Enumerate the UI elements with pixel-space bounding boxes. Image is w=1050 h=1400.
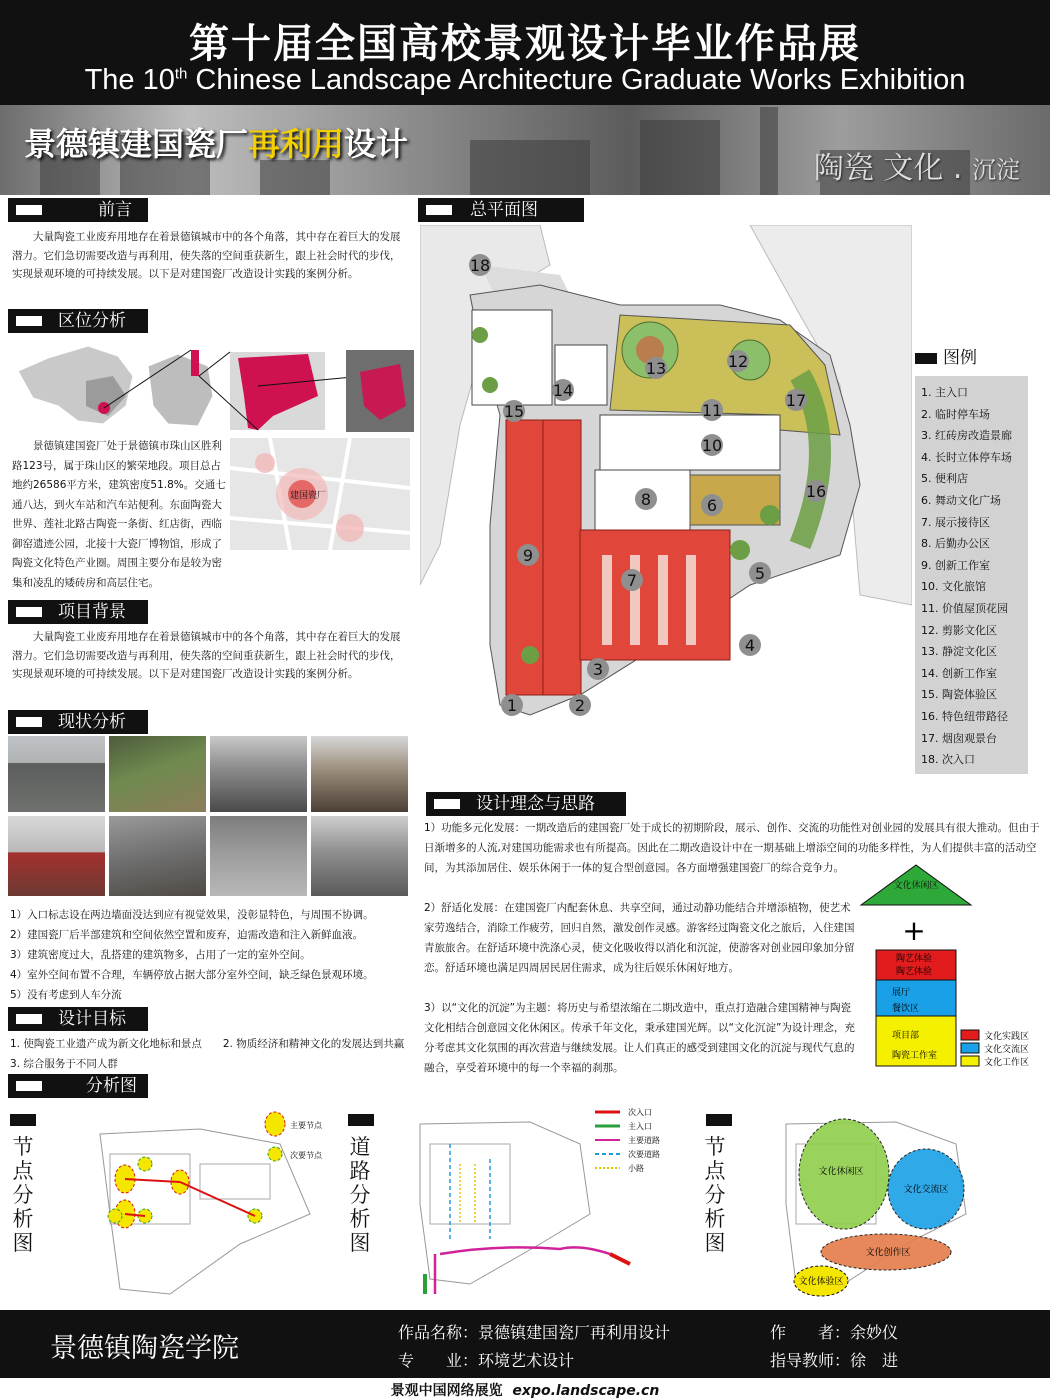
concept-legend-1: 文化实践区 [984,1032,1030,1042]
analysis-marker [706,1114,732,1126]
tagline-a: 陶瓷 文化 . [813,151,972,186]
legend-item: 12. 剪影文化区 [921,623,997,637]
legend-item: 13. 静淀文化区 [921,645,997,659]
legend-item: 16. 特色纽带路径 [921,709,1008,723]
section-title: 前言 [98,200,132,220]
legend-item: 17. 烟囱观景台 [921,731,997,745]
status-item: 3）建筑密度过大，乱搭建的建筑物多，占用了一定的室外空间。 [10,949,311,961]
plan-marker-7: 7 [626,571,638,590]
plan-marker-17: 17 [785,391,807,410]
plan-marker-10: 10 [701,436,723,455]
site-label: 建国瓷厂 [290,491,327,501]
work-name: 作品名称：景德镇建国瓷厂再利用设计 [398,1323,671,1342]
project-title-a: 景德镇建国瓷厂 [24,125,249,163]
section-header-background [8,600,148,624]
plan-marker-2: 2 [574,696,586,715]
concept-legend-2: 文化交流区 [984,1045,1030,1055]
legend-item: 3. 红砖房改造景廊 [921,429,1012,443]
road-legend-4: 次要道路 [628,1150,660,1159]
legend-title [915,343,977,368]
analysis-marker [10,1114,36,1126]
tagline-b: 沉淀 [972,156,1020,184]
status-item: 4）室外空间布置不合理，车辆停放占据大部分室外空间，缺乏绿色景观环境。 [10,969,374,981]
section-header-status [8,710,148,734]
goals-text: 1. 使陶瓷工业遗产成为新文化地标和景点 2. 物质经济和精神文化的发展达到共赢 3. 综合服务于不同人群 [10,1038,426,1070]
zone-analysis-label: 节点分析图 [704,1135,726,1255]
concept-blue-label-1: 展厅 [892,988,911,998]
legend-item: 14. 创新工作室 [921,666,997,680]
concept-yellow-label-2: 陶瓷工作室 [892,1051,938,1061]
legend-item: 6. 舞动文化广场 [921,493,1001,507]
concept-para-2: 2）舒适化发展：在建国瓷厂内配套休息、共享空间，通过动静功能结合并增添植物，使艺术家劳逸结合，消除工作疲劳，回归自然，激发创作灵感。游客经过陶瓷文化之旅后，入住建国青旅旅舍。在舒适环境中洗涤心灵，使文化吸收得以消化和沉淀，使游客对创业园印象加分留恋。舒适环境也满足四周居民居住需求，成为往后娱乐休闲好地方。 [424,902,855,974]
zone-label-1: 文化休闲区 [818,1167,864,1177]
title-en-post: Chinese Landscape Architecture Graduate Works Exhibition [187,64,966,96]
road-analysis-map [380,1104,700,1304]
title-en-pre: The 10 [84,64,175,96]
legend-item: 1. 主入口 [921,386,968,399]
plan-marker-16: 16 [805,482,827,501]
analysis-marker [348,1114,374,1126]
zone-label-4: 文化体验区 [798,1277,844,1287]
major: 专 业：环境艺术设计 [398,1351,575,1370]
concept-para-3: 3）以“文化的沉淀”为主题：将历史与希望浓缩在二期改造中，重点打造融合建国精神与陶瓷文化相结合创意园文化休闲区。传承千年文化，秉承建国光辉。以“文化沉淀”为设计理念，充分考虑其文化氛围的再次营造与继续发展。让人们真正的感受到建国文化的沉淀与现代气息的融合，享受着环境中的每一个幸福的刹那。 [424,1002,855,1074]
section-header-preface [8,198,148,222]
exhibition-title-cn: 第十届全国高校景观设计毕业作品展 [189,21,861,67]
plan-marker-1: 1 [506,696,518,715]
legend-item: 4. 长时立体停车场 [921,450,1012,464]
status-photo-7 [210,816,307,896]
preface-text: 大量陶瓷工业废弃用地存在着景德镇城市中的各个角落，其中存在着巨大的发展潜力。它们急切需要改造与再利用，使失落的空间重获新生，跟上社会时代的步伐，实现景观环境的可持续发展。以下是对建国瓷厂改造设计实践的案例分析。 [12,231,401,280]
plan-marker-5: 5 [754,564,766,583]
status-photo-5 [8,816,105,896]
status-photo-6 [109,816,206,896]
exhibition-credit [0,1380,1050,1400]
zone-label-2: 文化交流区 [903,1185,949,1195]
road-legend-3: 主要道路 [628,1136,660,1145]
status-item: 5）没有考虑到人车分流 [10,989,122,1001]
credit-url[interactable]: expo.landscape.cn [512,1383,660,1399]
section-header-goals [8,1007,148,1031]
legend-item: 8. 后勤办公区 [921,537,990,551]
plan-marker-8: 8 [640,490,652,509]
credit-cn: 景观中国网络展览 [390,1383,503,1399]
plan-marker-9: 9 [522,546,534,565]
section-title: 设计目标 [58,1009,126,1029]
project-title [24,119,408,165]
concept-blue-label-2: 餐饮区 [892,1004,920,1014]
legend-item: 7. 展示接待区 [921,515,990,529]
road-legend-1: 次入口 [628,1108,652,1117]
section-header-concept [426,792,626,816]
tagline [814,143,1020,187]
concept-red-label-2: 陶艺体验 [895,967,933,977]
status-photo-8 [311,816,408,896]
status-photo-1 [8,736,105,812]
section-title: 区位分析 [58,311,126,331]
project-title-highlight: 再利用 [248,125,345,163]
section-title: 分析图 [86,1076,137,1096]
plan-marker-3: 3 [592,660,604,679]
photo-banner [0,105,1050,195]
node-analysis-label: 节点分析图 [12,1135,34,1255]
legend-item: 5. 便利店 [921,472,968,486]
concept-legend-3: 文化工作区 [984,1058,1030,1068]
status-item: 1）入口标志设在两边墙面没达到应有视觉效果，没彰显特色，与周围不协调。 [10,909,374,921]
section-title: 项目背景 [58,602,126,622]
author: 作 者：余妙仪 [770,1323,899,1342]
status-list [10,905,410,1005]
plan-marker-4: 4 [744,636,756,655]
legend-panel [915,376,1028,774]
exhibition-title-en [0,64,1050,97]
road-analysis-label: 道路分析图 [349,1135,371,1255]
node-analysis-map [40,1104,340,1304]
plan-marker-6: 6 [706,496,718,515]
section-header-location [8,309,148,333]
project-title-b: 设计 [344,125,409,163]
status-item: 2）建国瓷厂后半部建筑和空间依然空置和废弃，迫需改造和注入新鲜血液。 [10,929,364,941]
status-photo-3 [210,736,307,812]
status-photo-4 [311,736,408,812]
exhibition-header [0,0,1050,105]
section-header-masterplan [418,198,584,222]
plan-marker-15: 15 [503,402,525,421]
section-header-analysis [8,1074,148,1098]
legend-item: 9. 创新工作室 [921,558,990,572]
location-detail-map [230,438,410,550]
concept-para-1: 1）功能多元化发展：一期改造后的建国瓷厂处于成长的初期阶段，展示、创作、交流的功能性对创业园的发展具有很大推动。但由于日渐增多的人流,对建国功能需求也有所提高。因此在二期改造设计中在一期基础上增添空间的功能多样性，为人们提供丰富的活动空间，为其添加居住、娱乐休闲于一体的复合型创意园。各方面增强建国瓷厂的综合竞争力。 [424,822,1040,874]
location-maps [8,336,418,436]
school-name: 景德镇陶瓷学院 [50,1333,239,1364]
node-legend-sub: 次要节点 [290,1151,322,1160]
legend-item: 15. 陶瓷体验区 [921,688,997,702]
plan-marker-18: 18 [469,256,491,275]
zone-analysis-map [736,1104,1036,1304]
road-legend-5: 小路 [628,1164,644,1173]
plan-marker-13: 13 [645,359,667,378]
concept-yellow-label-1: 项目部 [892,1031,920,1041]
section-title: 设计理念与思路 [476,794,595,814]
road-legend-2: 主入口 [628,1122,652,1131]
node-legend-main: 主要节点 [290,1121,322,1130]
plan-marker-14: 14 [552,381,574,400]
section-title: 总平面图 [470,200,538,220]
background-text: 大量陶瓷工业废弃用地存在着景德镇城市中的各个角落，其中存在着巨大的发展潜力。它们急切需要改造与再利用，使失落的空间重获新生，跟上社会时代的步伐，实现景观环境的可持续发展。以下是对建国瓷厂改造设计实践的案例分析。 [12,631,401,680]
title-en-sup: th [174,65,188,83]
master-plan [420,225,912,790]
footer [0,1310,1050,1378]
legend-item: 18. 次入口 [921,753,975,767]
plan-marker-12: 12 [727,352,749,371]
legend-item: 11. 价值屋顶花园 [921,601,1008,615]
advisor: 指导教师：徐 进 [770,1351,899,1370]
status-photo-2 [109,736,206,812]
concept-red-label-1: 陶艺体验 [895,954,933,964]
legend-item: 2. 临时停车场 [921,407,990,421]
plan-marker-11: 11 [701,401,723,420]
legend-title-text: 图例 [943,348,977,368]
section-title: 现状分析 [58,712,126,732]
location-text: 景德镇建国瓷厂处于景德镇市珠山区胜利路123号，属于珠山区的繁荣地段。项目总占地约26586平方米，建筑密度51.8%。交通七通八达，到火车站和汽车站便利。东面陶瓷大世界、莲社北路古陶瓷一条街、红店街，西临御窑遗迹公园，北接十大瓷厂博物馆，形成了陶瓷文化特色产业圈。周围主要分布是较为密集和凌乱的矮砖房和高层住宅。 [12,440,226,589]
zone-label-3: 文化创作区 [865,1248,911,1258]
concept-top-label: 文化休闲区 [893,881,939,891]
legend-item: 10. 文化旅馆 [921,580,986,594]
concept-diagram [856,860,1046,1082]
plus-sign: + [902,914,926,947]
